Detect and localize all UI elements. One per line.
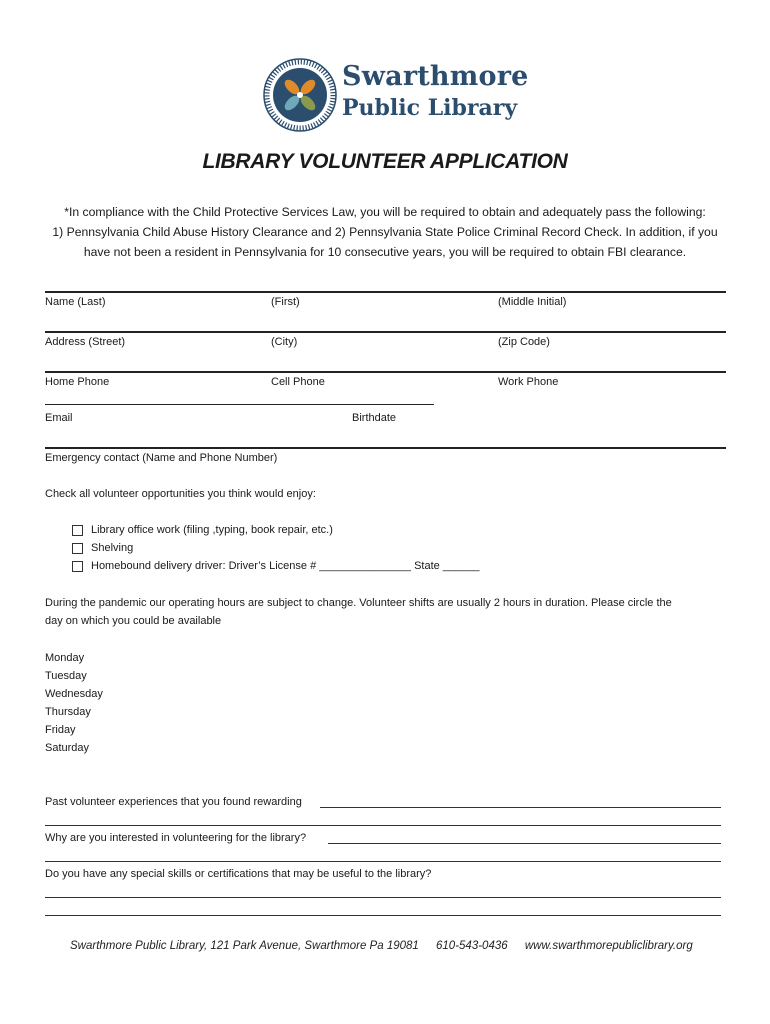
address-row-rule — [45, 331, 726, 333]
emergency-contact-field[interactable]: Emergency contact (Name and Phone Number) — [45, 452, 278, 464]
email-row-rule — [45, 404, 434, 405]
home-phone-field[interactable]: Home Phone — [45, 376, 110, 388]
checkbox[interactable] — [72, 543, 83, 554]
notice-line-2: 1) Pennsylvania Child Abuse History Clearance and 2) Pennsylvania State Police Criminal Record Check. In addition, if you — [52, 225, 718, 239]
day-thursday[interactable]: Thursday — [45, 706, 91, 718]
library-seal-icon — [262, 57, 338, 133]
schedule-text-line-1: During the pandemic our operating hours are subject to change. Volunteer shifts are usually 2 hours in duration. Please circle the — [45, 597, 672, 609]
compliance-notice — [40, 202, 730, 262]
skills-question: Do you have any special skills or certifications that may be useful to the library? — [45, 868, 432, 880]
phone-row-rule — [45, 371, 726, 373]
notice-line-3: have not been a resident in Pennsylvania for 10 consecutive years, you will be required to obtain FBI clearance. — [83, 245, 687, 259]
opportunity-shelving[interactable] — [72, 542, 133, 554]
footer-website-link[interactable]: www.swarthmorepubliclibrary.org — [524, 940, 693, 952]
opportunity-office-work[interactable] — [72, 524, 333, 536]
skills-answer-line-1[interactable] — [45, 897, 721, 898]
address-city-field[interactable]: (City) — [271, 336, 298, 348]
schedule-text-line-2: day on which you could be available — [45, 615, 222, 627]
footer — [70, 940, 707, 952]
opportunities-prompt: Check all volunteer opportunities you think would enjoy: — [45, 488, 316, 500]
day-tuesday[interactable]: Tuesday — [45, 670, 87, 682]
address-street-field[interactable]: Address (Street) — [45, 336, 126, 348]
opportunity-label: Homebound delivery driver: Driver’s License # _______________ State ______ — [91, 560, 480, 572]
day-monday[interactable]: Monday — [45, 652, 85, 664]
email-field[interactable]: Email — [45, 412, 73, 424]
address-zip-field[interactable]: (Zip Code) — [498, 336, 550, 348]
checkbox[interactable] — [72, 525, 83, 536]
past-experience-answer-line-1[interactable] — [320, 807, 721, 808]
interest-answer-line-2[interactable] — [45, 861, 721, 862]
cell-phone-field[interactable]: Cell Phone — [271, 376, 325, 388]
library-logo — [262, 57, 529, 135]
name-row-rule — [45, 291, 726, 293]
emergency-row-rule — [45, 447, 726, 449]
checkbox[interactable] — [72, 561, 83, 572]
opportunity-delivery-driver[interactable] — [72, 560, 480, 572]
opportunity-label: Library office work (filing ,typing, book repair, etc.) — [91, 524, 333, 536]
interest-answer-line-1[interactable] — [328, 843, 721, 844]
skills-answer-line-2[interactable] — [45, 915, 721, 916]
birthdate-field[interactable]: Birthdate — [352, 412, 397, 424]
footer-phone: 610-543-0436 — [436, 940, 508, 952]
day-saturday[interactable]: Saturday — [45, 742, 90, 754]
logo-name-line1: Swarthmore — [342, 61, 529, 92]
name-first-field[interactable]: (First) — [271, 296, 300, 308]
past-experience-answer-line-2[interactable] — [45, 825, 721, 826]
name-middle-field[interactable]: (Middle Initial) — [498, 296, 567, 308]
day-wednesday[interactable]: Wednesday — [45, 688, 103, 700]
notice-line-1: *In compliance with the Child Protective Services Law, you will be required to obtain and adequately pass the following: — [64, 205, 706, 219]
work-phone-field[interactable]: Work Phone — [498, 376, 559, 388]
interest-question: Why are you interested in volunteering for the library? — [45, 832, 307, 844]
name-last-field[interactable]: Name (Last) — [45, 296, 106, 308]
footer-address: Swarthmore Public Library, 121 Park Avenue, Swarthmore Pa 19081 — [70, 940, 419, 952]
logo-name-line2: Public Library — [342, 95, 518, 121]
page-title: LIBRARY VOLUNTEER APPLICATION — [202, 150, 568, 173]
past-experience-question: Past volunteer experiences that you found rewarding — [45, 796, 302, 808]
day-friday[interactable]: Friday — [45, 724, 76, 736]
opportunity-label: Shelving — [91, 542, 134, 554]
